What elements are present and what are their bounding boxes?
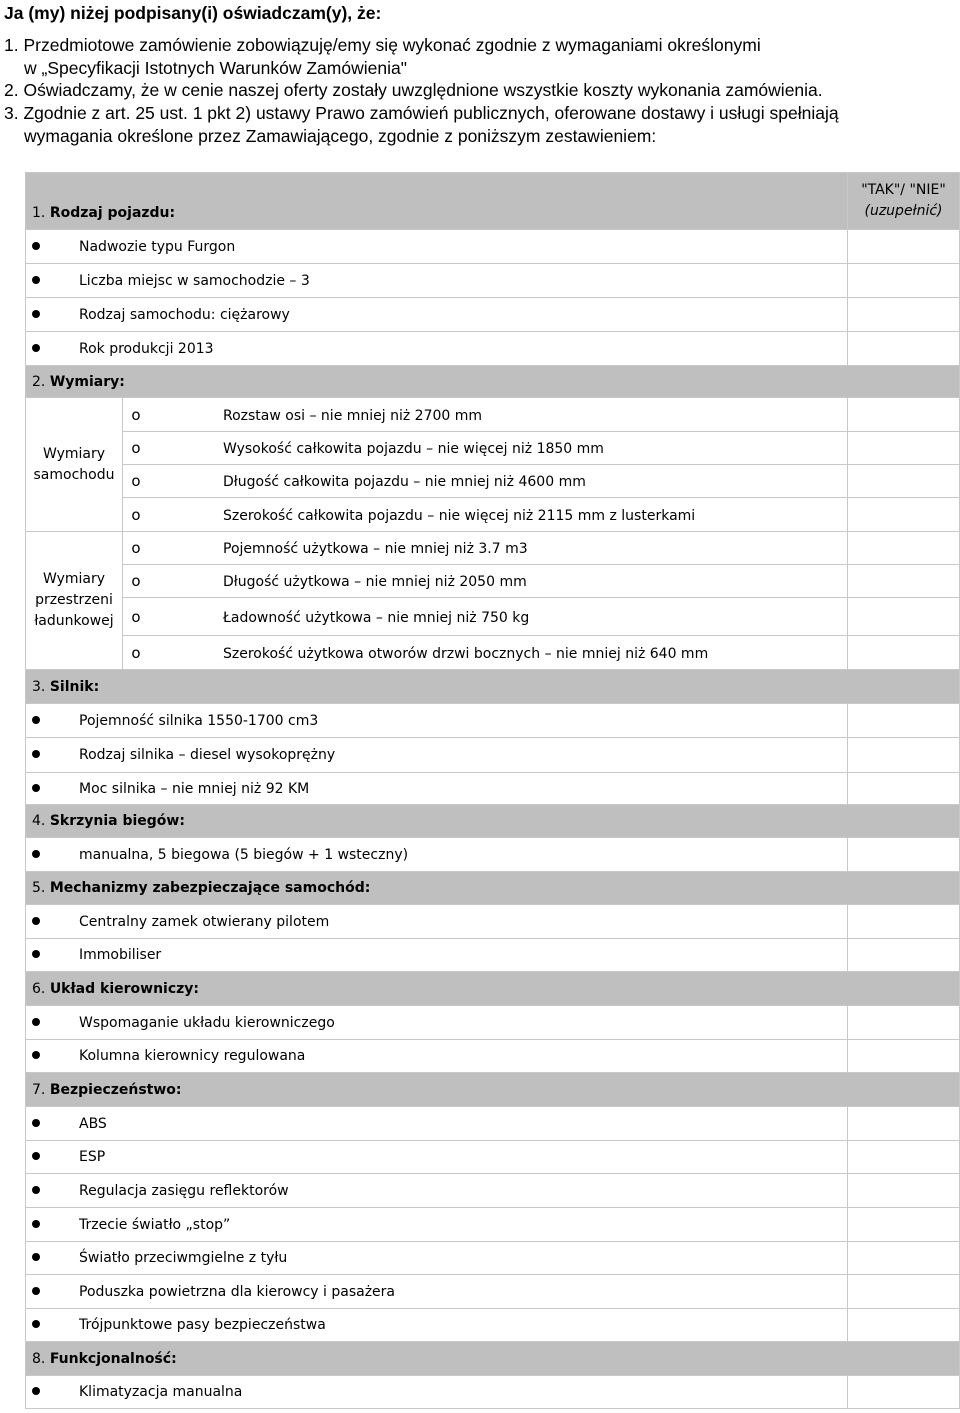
requirement-item: Liczba miejsc w samochodzie – 3 [26,264,848,298]
table-row [26,264,960,298]
table-row [26,230,960,264]
answer-header-hint: (uzupełnić) [864,203,943,219]
requirement-subitem: o Szerokość całkowita pojazdu – nie więcej niż 2115 mm z lusterkami [123,498,848,532]
section-5-title: Mechanizmy zabezpieczające samochód: [49,880,371,896]
requirement-subitem: o Ładowność użytkowa – nie mniej niż 750 kg [123,598,848,636]
bullet-icon [32,750,40,758]
section-header-row [26,805,960,838]
section-header-row [26,1073,960,1107]
answer-cell[interactable] [848,1174,960,1208]
bullet-icon [32,1320,40,1328]
requirement-item: Poduszka powietrzna dla kierowcy i pasażera [26,1275,848,1309]
section-8-header: 8. Funkcjonalność: [26,1342,960,1376]
table-row [26,398,960,432]
answer-cell[interactable] [848,532,960,565]
requirement-item: Pojemność silnika 1550-1700 cm3 [26,704,848,738]
bullet-icon [32,917,40,925]
bullet-icon [32,1018,40,1026]
table-row [26,1141,960,1174]
answer-header-label: "TAK"/ "NIE" [861,182,946,198]
requirement-subitem: o Szerokość użytkowa otworów drzwi bocznych – nie mniej niż 640 mm [123,636,848,670]
requirement-item: Rodzaj silnika – diesel wysokoprężny [26,738,848,773]
bullet-icon [32,242,40,250]
answer-cell[interactable] [848,704,960,738]
bullet-icon [32,1287,40,1295]
answer-cell[interactable] [848,773,960,805]
table-row [26,432,960,465]
section-7-title: Bezpieczeństwo: [49,1081,182,1098]
table-row [26,498,960,532]
bullet-icon [32,950,40,958]
bullet-icon [32,784,40,792]
answer-cell[interactable] [848,398,960,432]
declaration-point-1: 1. Przedmiotowe zamówienie zobowiązuję/emy się wykonać zgodnie z wymaganiami określonymi [4,35,761,55]
bullet-icon [32,276,40,284]
group-label-vehicle-dimensions: Wymiary samochodu [26,398,123,532]
table-row [26,532,960,565]
requirement-item: manualna, 5 biegowa (5 biegów + 1 wsteczny) [26,838,848,872]
requirement-item: Trójpunktowe pasy bezpieczeństwa [26,1309,848,1342]
requirement-item: Rok produkcji 2013 [26,332,848,366]
requirement-item: Światło przeciwmgielne z tyłu [26,1242,848,1275]
requirement-subitem: o Długość użytkowa – nie mniej niż 2050 mm [123,565,848,598]
requirement-item: ABS [26,1107,848,1141]
table-row [26,636,960,670]
table-row [26,565,960,598]
answer-cell[interactable] [848,1242,960,1275]
answer-cell[interactable] [848,905,960,939]
requirement-item: ESP [26,1141,848,1174]
requirement-item: Centralny zamek otwierany pilotem [26,905,848,939]
section-6-title: Układ kierowniczy: [49,980,200,997]
bullet-icon [32,1253,40,1261]
bullet-icon [32,1152,40,1160]
answer-cell[interactable] [848,432,960,465]
circle-bullet-icon: o [131,472,141,490]
declaration-heading: Ja (my) niżej podpisany(i) oświadczam(y), że: [4,3,382,23]
section-header-row [26,173,960,230]
answer-cell[interactable] [848,636,960,670]
requirement-item: Rodzaj samochodu: ciężarowy [26,298,848,332]
section-7-header: 7. Bezpieczeństwo: [26,1073,960,1107]
table-row [26,465,960,498]
table-row [26,838,960,872]
answer-cell[interactable] [848,498,960,532]
table-row [26,704,960,738]
section-4-title: Skrzynia biegów: [49,813,185,829]
section-3-header: 3. Silnik: [26,670,960,704]
section-2-header: 2. Wymiary: [26,366,960,398]
table-row [26,1309,960,1342]
answer-cell[interactable] [848,230,960,264]
answer-cell[interactable] [848,838,960,872]
answer-cell[interactable] [848,939,960,972]
answer-cell[interactable] [848,1275,960,1309]
declaration-point-3-cont: wymagania określone przez Zamawiającego, zgodnie z poniższym zestawieniem: [24,126,657,146]
section-3-title: Silnik: [49,678,100,695]
declaration-point-1-cont: w „Specyfikacji Istotnych Warunków Zamówienia" [24,58,407,78]
requirement-subitem: o Długość całkowita pojazdu – nie mniej niż 4600 mm [123,465,848,498]
table-row [26,298,960,332]
table-row [26,1275,960,1309]
answer-column-header [848,173,960,230]
group-label-cargo-space-dimensions: Wymiary przestrzeni ładunkowej [26,532,123,670]
table-row [26,939,960,972]
section-header-row [26,972,960,1006]
table-row [26,1107,960,1141]
answer-cell[interactable] [848,1141,960,1174]
bullet-icon [32,1186,40,1194]
answer-cell[interactable] [848,1208,960,1242]
requirement-subitem: o Wysokość całkowita pojazdu – nie więcej niż 1850 mm [123,432,848,465]
bullet-icon [32,1051,40,1059]
section-2-title: Wymiary: [49,373,125,390]
requirement-item: Klimatyzacja manualna [26,1376,848,1409]
section-header-row [26,872,960,905]
declaration-point-3: 3. Zgodnie z art. 25 ust. 1 pkt 2) ustawy Prawo zamówień publicznych, oferowane dostawy i usługi spełniają [4,103,839,123]
table-row [26,1006,960,1040]
table-row [26,905,960,939]
circle-bullet-icon: o [131,607,141,626]
requirement-subitem: o Rozstaw osi – nie mniej niż 2700 mm [123,398,848,432]
circle-bullet-icon: o [131,572,141,590]
requirement-item: Moc silnika – nie mniej niż 92 KM [26,773,848,805]
section-header-row [26,670,960,704]
table-row [26,773,960,805]
table-row [26,1242,960,1275]
circle-bullet-icon: o [131,539,141,557]
table-row [26,1040,960,1073]
answer-cell[interactable] [848,565,960,598]
requirement-item: Trzecie światło „stop” [26,1208,848,1242]
requirement-item: Immobiliser [26,939,848,972]
answer-cell[interactable] [848,1309,960,1342]
bullet-icon [32,850,40,858]
section-header-row [26,1342,960,1376]
section-8-title: Funkcjonalność: [49,1350,177,1367]
answer-cell[interactable] [848,465,960,498]
section-6-header: 6. Układ kierowniczy: [26,972,960,1006]
answer-cell[interactable] [848,1040,960,1073]
circle-bullet-icon: o [131,643,141,662]
circle-bullet-icon: o [131,505,141,524]
section-1-title: Rodzaj pojazdu: [49,205,176,221]
bullet-icon [32,1220,40,1228]
circle-bullet-icon: o [131,439,141,457]
table-row [26,738,960,773]
answer-cell[interactable] [848,264,960,298]
requirement-item: Kolumna kierownicy regulowana [26,1040,848,1073]
answer-cell[interactable] [848,332,960,366]
bullet-icon [32,1119,40,1127]
answer-cell[interactable] [848,298,960,332]
requirement-item: Nadwozie typu Furgon [26,230,848,264]
answer-cell[interactable] [848,1006,960,1040]
table-row [26,598,960,636]
bullet-icon [32,716,40,724]
answer-cell[interactable] [848,1376,960,1409]
requirement-subitem: o Pojemność użytkowa – nie mniej niż 3.7 m3 [123,532,848,565]
requirement-item: Regulacja zasięgu reflektorów [26,1174,848,1208]
table-row [26,1208,960,1242]
section-5-header: 5. Mechanizmy zabezpieczające samochód: [26,872,960,905]
bullet-icon [32,310,40,318]
requirements-table [25,172,960,1409]
section-header-row [26,366,960,398]
table-row [26,1174,960,1208]
section-1-header: 1. Rodzaj pojazdu: [26,173,848,230]
table-row [26,332,960,366]
section-4-header: 4. Skrzynia biegów: [26,805,960,838]
bullet-icon [32,1387,40,1395]
bullet-icon [32,344,40,352]
requirement-item: Wspomaganie układu kierowniczego [26,1006,848,1040]
answer-cell[interactable] [848,738,960,773]
circle-bullet-icon: o [131,405,141,424]
declaration-point-2: 2. Oświadczamy, że w cenie naszej oferty zostały uwzględnione wszystkie koszty wykonania zamówienia. [4,80,823,100]
table-row [26,1376,960,1409]
answer-cell[interactable] [848,1107,960,1141]
answer-cell[interactable] [848,598,960,636]
